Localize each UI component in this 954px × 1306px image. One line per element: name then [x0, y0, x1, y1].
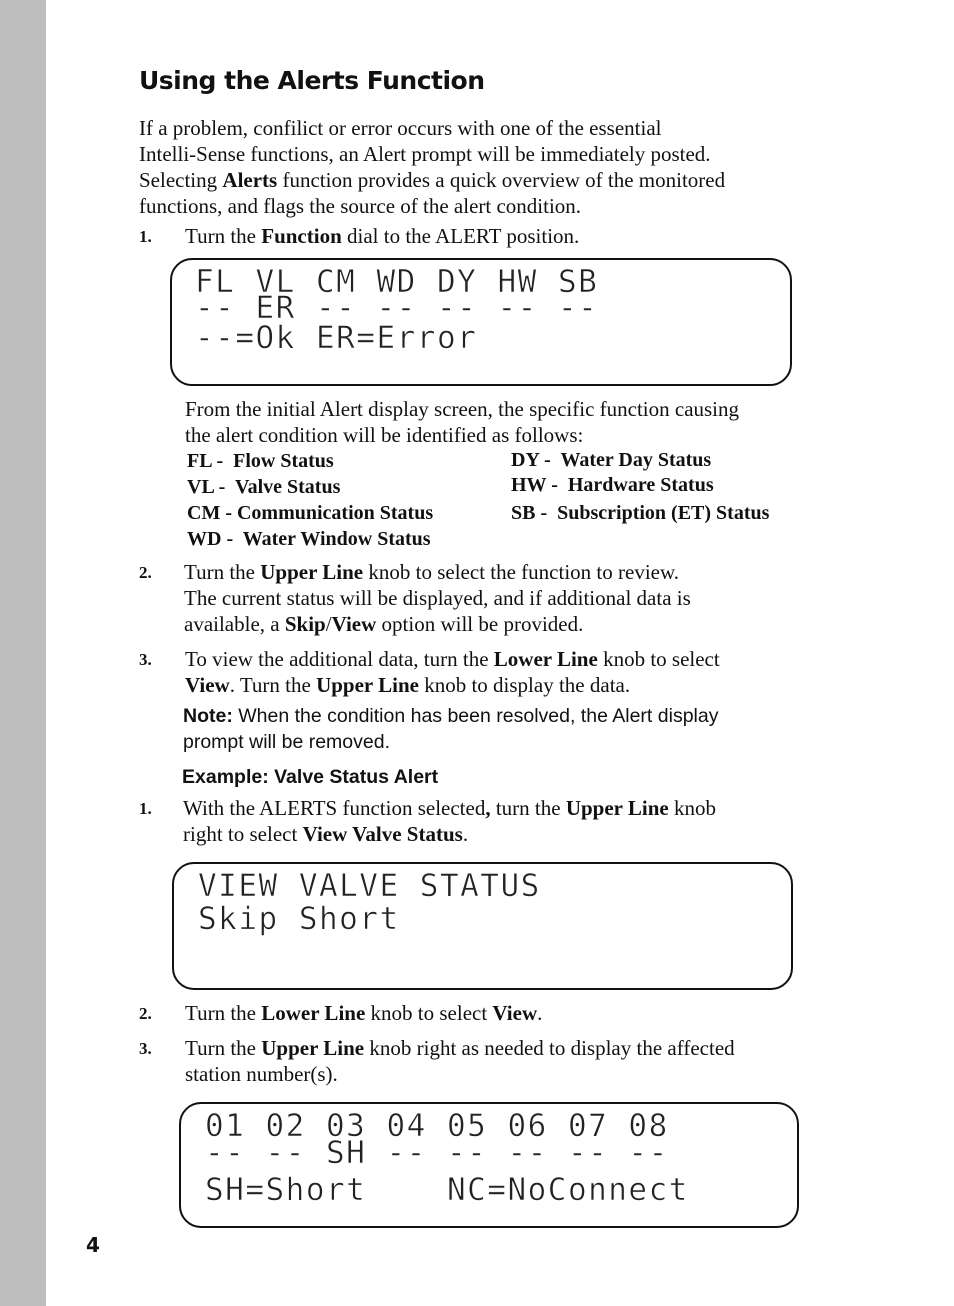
section-heading: Using the Alerts Function — [139, 66, 485, 95]
note-line: prompt will be removed. — [183, 731, 390, 753]
text-run: knob to select — [597, 647, 720, 671]
view-term: View — [331, 612, 377, 636]
status-code-item: SB - Subscription (ET) Status — [511, 502, 770, 524]
step-line — [185, 646, 835, 672]
step-text — [183, 795, 833, 847]
note-label: Note: — [183, 705, 233, 727]
text-run: . Turn the — [229, 673, 317, 697]
upper-line-term: Upper Line — [316, 673, 419, 697]
text-run: To view the additional data, turn the — [185, 647, 494, 671]
text-run: knob to select — [365, 1001, 493, 1025]
text-run: right to select — [183, 822, 303, 846]
text-run: Turn the — [185, 1001, 262, 1025]
intro-line: functions, and flags the source of the alert condition. — [139, 194, 582, 218]
step-number: 2. — [139, 563, 152, 582]
step-number: 1. — [139, 227, 152, 246]
text-run: . — [462, 822, 469, 846]
intro-line — [139, 167, 839, 193]
step-text — [185, 1000, 542, 1026]
intro-line: If a problem, confilict or error occurs with one of the essential — [139, 116, 662, 140]
step-line: station number(s). — [185, 1062, 338, 1086]
lcd-line: VIEW VALVE STATUS — [198, 868, 541, 904]
lcd-display-alerts — [170, 258, 792, 386]
lcd-line: Skip Short — [198, 901, 400, 937]
status-code-item: FL - Flow Status — [187, 450, 334, 472]
text-run: knob to display the data. — [418, 673, 631, 697]
lcd-line: --=Ok ER=Error — [195, 320, 478, 356]
status-code-item: WD - Water Window Status — [187, 528, 431, 550]
text-run: Turn the — [185, 1036, 262, 1060]
lcd-line: SH=Short NC=NoConnect — [205, 1172, 689, 1208]
lcd-line: -- -- SH -- -- -- -- -- — [205, 1135, 669, 1171]
upper-line-term: Upper Line — [260, 560, 364, 584]
text-run: function provides a quick overview of the monitored — [277, 168, 726, 192]
text-run: dial to the ALERT position. — [341, 224, 580, 248]
view-term: View — [492, 1001, 538, 1025]
lcd-line: -- ER -- -- -- -- -- — [195, 290, 599, 326]
lcd-display-view-valve — [172, 862, 793, 990]
step-text — [185, 646, 835, 698]
text-run: When the condition has been resolved, the Alert display — [232, 705, 719, 727]
text-run: knob — [668, 796, 716, 820]
lcd-display-stations — [179, 1102, 799, 1228]
text-run: / — [325, 612, 332, 636]
note-line — [183, 703, 833, 729]
step-number: 3. — [139, 650, 152, 669]
text-run: knob to select the function to review. — [363, 560, 680, 584]
step-text — [185, 1035, 835, 1087]
lcd-line: 01 02 03 04 05 06 07 08 — [205, 1108, 669, 1144]
step-number: 1. — [139, 799, 152, 818]
step-number: 3. — [139, 1039, 152, 1058]
step-line — [183, 795, 833, 821]
lcd-line: FL VL CM WD DY HW SB — [195, 264, 599, 300]
status-code-item: DY - Water Day Status — [511, 449, 712, 471]
lower-line-term: Lower Line — [493, 647, 598, 671]
intro-paragraph — [139, 115, 839, 219]
page-number: 4 — [86, 1233, 100, 1257]
text-run: available, a — [184, 612, 285, 636]
step-text — [185, 223, 579, 249]
text-run: Turn the — [184, 560, 261, 584]
text-run: option will be provided. — [376, 612, 584, 636]
step-line — [185, 672, 835, 698]
upper-line-term: Upper Line — [565, 796, 669, 820]
status-code-item: CM - Communication Status — [187, 502, 434, 524]
explain-paragraph — [185, 396, 825, 448]
skip-term: Skip — [284, 612, 326, 636]
page-margin-bar — [0, 0, 46, 1306]
step-line — [184, 559, 834, 585]
step-line — [183, 821, 833, 847]
step-text — [184, 559, 834, 637]
text-run: Turn the — [185, 224, 262, 248]
step-number: 2. — [139, 1004, 152, 1023]
text-run: turn the — [490, 796, 566, 820]
alerts-term: Alerts — [222, 168, 278, 192]
step-line — [185, 1035, 835, 1061]
example-title: Example: Valve Status Alert — [182, 766, 439, 788]
view-term: View — [185, 673, 230, 697]
step-line — [184, 611, 834, 637]
intro-line: Intelli-Sense functions, an Alert prompt will be immediately posted. — [139, 142, 711, 166]
text-run: With the ALERTS function selected — [183, 796, 486, 820]
text-run: , — [485, 796, 491, 820]
text-run: Selecting — [139, 168, 223, 192]
note — [183, 703, 833, 755]
view-valve-status-term: View Valve Status — [302, 822, 463, 846]
upper-line-term: Upper Line — [261, 1036, 365, 1060]
step-line: The current status will be displayed, and if additional data is — [184, 586, 691, 610]
lower-line-term: Lower Line — [261, 1001, 366, 1025]
function-term: Function — [261, 224, 342, 248]
text-run: knob right as needed to display the affected — [364, 1036, 735, 1060]
text-run: . — [537, 1001, 543, 1025]
status-code-item: HW - Hardware Status — [511, 474, 714, 496]
explain-line: From the initial Alert display screen, the specific function causing — [185, 397, 740, 421]
explain-line: the alert condition will be identified as follows: — [185, 423, 584, 447]
status-code-item: VL - Valve Status — [187, 476, 341, 498]
